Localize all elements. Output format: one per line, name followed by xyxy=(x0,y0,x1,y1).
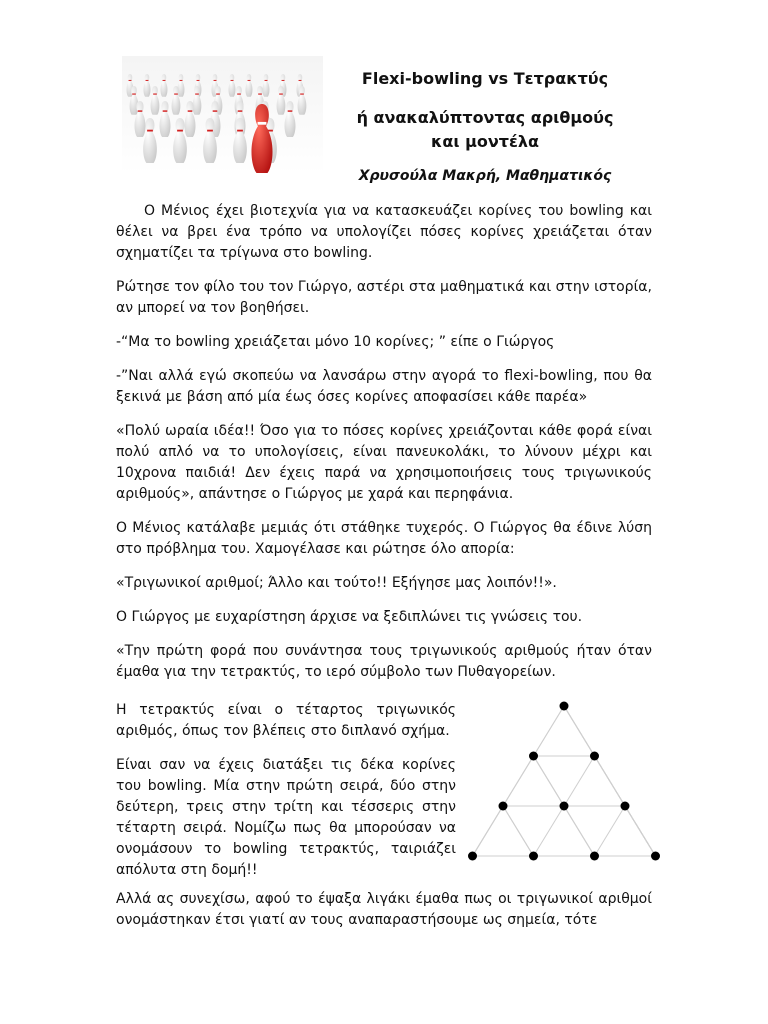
bowling-pins-image xyxy=(122,56,323,174)
paragraph: «Τριγωνικοί αριθμοί; Άλλο και τούτο!! Εξήγησε μας λοιπόν!!». xyxy=(116,575,557,591)
tetractys-dot xyxy=(499,802,508,811)
tetractys-figure xyxy=(466,700,666,868)
paragraph: Ο Μένιος έχει βιοτεχνία για να κατασκευάζει κορίνες του bowling και θέλει να βρει ένα τρόπο να υπολογίζει πόσες κορίνες χρειάζεται όταν σχηματίζει τα τρίγωνα στο bowling. xyxy=(116,203,652,261)
tetractys-dot xyxy=(590,752,599,761)
paragraph: «Την πρώτη φορά που συνάντησα τους τριγωνικούς αριθμούς ήταν όταν έμαθα για την τετρακτύς, το ιερό σύμβολο των Πυθαγορείων. xyxy=(116,643,652,680)
tetractys-dot xyxy=(621,802,630,811)
tetractys-dot xyxy=(468,852,477,861)
body-text xyxy=(116,201,652,696)
body-text-continued xyxy=(116,889,652,931)
grid-line xyxy=(503,806,534,856)
document-author: Χρυσούλα Μακρή, Μαθηματικός xyxy=(358,168,612,184)
tetractys-dot xyxy=(590,852,599,861)
paragraph: -“Μα το bowling χρειάζεται μόνο 10 κορίνες; ” είπε ο Γιώργος xyxy=(116,334,555,350)
grid-line xyxy=(595,806,626,856)
text-with-figure xyxy=(116,700,656,880)
paragraph: Ο Μένιος κατάλαβε μεμιάς ότι στάθηκε τυχερός. Ο Γιώργος θα έδινε λύση στο πρόβλημα του. Χαμογέλασε και ρώτησε όλο απορία: xyxy=(116,520,652,557)
tetractys-dot xyxy=(651,852,660,861)
document-subtitle: ή ανακαλύπτοντας αριθμούς και μοντέλα xyxy=(356,108,614,151)
grid-line xyxy=(473,706,565,856)
paragraph: Είναι σαν να έχεις διατάξει τις δέκα κορίνες του bowling. Μία στην πρώτη σειρά, δύο στην δεύτερη, τρεις στην τρίτη και τέσσερις στην τέταρτη σειρά. Νομίζω πως θα μπορούσαν να ονομάσουν το bowling τετρακτύς, ταιριάζει απόλυτα στη δομή!! xyxy=(116,757,456,878)
tetractys-dot xyxy=(529,852,538,861)
paragraph: Ρώτησε τον φίλο του τον Γιώργο, αστέρι στα μαθηματικά και στην ιστορία, αν μπορεί να τον βοηθήσει. xyxy=(116,279,652,316)
paragraph: Ο Γιώργος με ευχαρίστηση άρχισε να ξεδιπλώνει τις γνώσεις του. xyxy=(116,609,583,625)
paragraph: «Πολύ ωραία ιδέα!! Όσο για το πόσες κορίνες χρειάζονται κάθε φορά είναι πολύ απλό να το υπολογίσεις, είναι πανευκολάκι, το λύνουν μέχρι και 10χρονα παιδιά! Δεν έχεις παρά να χρησιμοποιήσεις τους τριγωνικούς αριθμούς», απάντησε ο Γιώργος με χαρά και περηφάνια. xyxy=(116,423,652,502)
tetractys-dot xyxy=(529,752,538,761)
paragraph: -”Ναι αλλά εγώ σκοπεύω να λανσάρω στην αγορά το flexi-bowling, που θα ξεκινά με βάση από μία έως όσες κορίνες αποφασίσει κάθε παρέα» xyxy=(116,368,652,405)
bowling-pins-icon xyxy=(122,56,323,174)
figure-side-text xyxy=(116,700,456,894)
tetractys-dot xyxy=(560,802,569,811)
grid-line xyxy=(564,706,656,856)
paragraph: Αλλά ας συνεχίσω, αφού το έψαξα λιγάκι έμαθα πως οι τριγωνικοί αριθμοί ονομάστηκαν έτσι γιατί αν τους αναπαραστήσουμε ως σημεία, τότε xyxy=(116,891,652,928)
tetractys-diagram-icon xyxy=(466,700,666,868)
tetractys-dot xyxy=(560,702,569,711)
document-title: Flexi-bowling vs Τετρακτύς xyxy=(361,69,609,88)
paragraph: Η τετρακτύς είναι ο τέταρτος τριγωνικός αριθμός, όπως τον βλέπεις στο διπλανό σχήμα. xyxy=(116,702,456,739)
